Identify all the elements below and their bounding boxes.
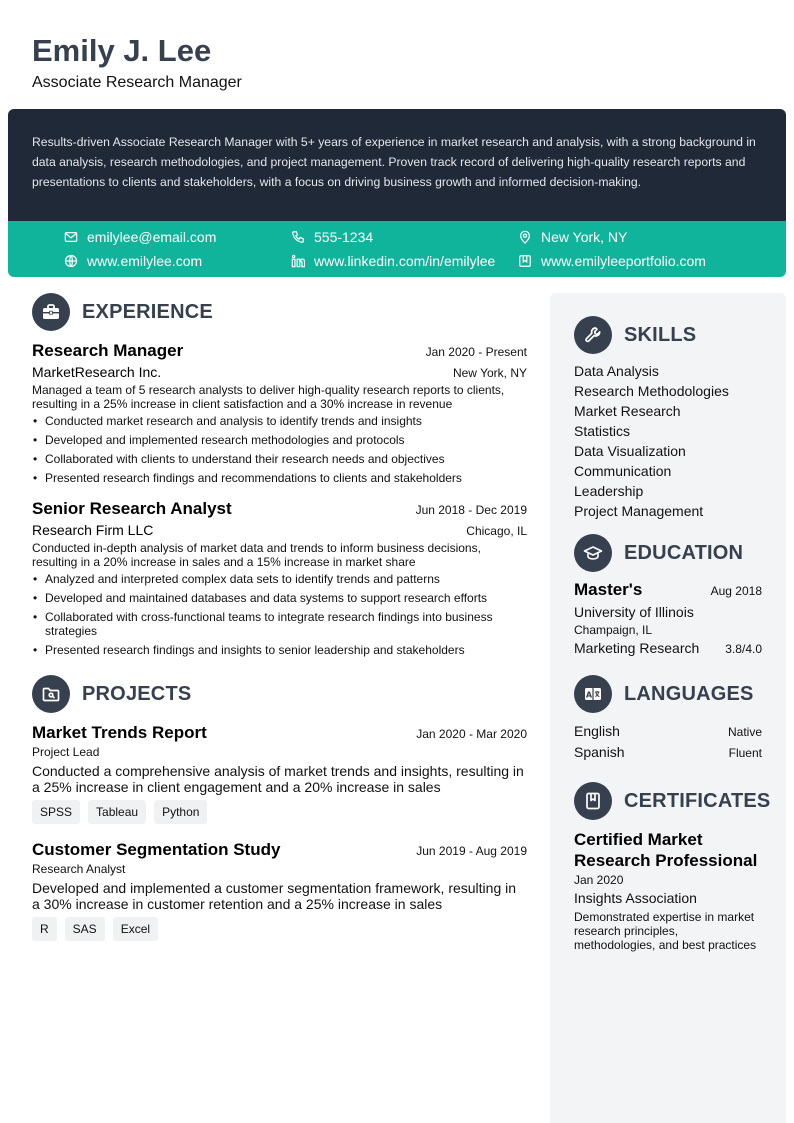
contact-portfolio[interactable] (518, 251, 706, 271)
job-description: Conducted in-depth analysis of market data and trends to inform business decisions, resulting in a 20% increase in sales and a 15% increase in market share (32, 541, 481, 569)
project-dates: Jun 2019 - Aug 2019 (416, 844, 527, 858)
projects-heading (32, 675, 527, 713)
job-entry (32, 499, 527, 657)
project-entry (32, 840, 527, 941)
section-title: CERTIFICATES (624, 789, 771, 812)
phone-icon (291, 230, 305, 244)
languages-heading (574, 675, 762, 713)
translate-icon (574, 675, 612, 713)
candidate-title: Associate Research Manager (32, 74, 242, 91)
bookmark-icon (574, 782, 612, 820)
skills-heading (574, 316, 762, 354)
job-bullets (32, 414, 527, 485)
contact-website[interactable] (64, 251, 202, 271)
tag-badge: Tableau (88, 800, 146, 824)
experience-heading (32, 293, 527, 331)
list-item: • Developed and implemented research methodologies and protocols (32, 433, 527, 447)
language-name: Spanish (574, 744, 625, 760)
website-text: www.emilylee.com (87, 253, 203, 269)
contact-linkedin[interactable] (291, 251, 495, 271)
list-item: • Conducted market research and analysis to identify trends and insights (32, 414, 527, 428)
language-item (574, 721, 762, 742)
skills-list (574, 361, 762, 521)
tag-badge: SAS (65, 917, 105, 941)
wrench-icon (574, 316, 612, 354)
tag-badge: R (32, 917, 57, 941)
section-title: EXPERIENCE (82, 300, 213, 323)
mail-icon (64, 230, 78, 244)
list-item: • Developed and maintained databases and data systems to support research efforts (32, 591, 527, 605)
language-level: Native (727, 725, 762, 739)
section-title: LANGUAGES (624, 682, 754, 705)
portfolio-icon (518, 254, 532, 268)
candidate-name: Emily J. Lee (32, 33, 212, 68)
project-title: Customer Segmentation Study (32, 840, 281, 859)
education-entry (574, 580, 762, 656)
certificate-issuer: Insights Association (574, 890, 697, 906)
job-location: New York, NY (452, 366, 527, 380)
contact-phone[interactable] (291, 227, 373, 247)
school: University of Illinois (574, 604, 694, 620)
project-tags (32, 800, 527, 824)
gpa: 3.8/4.0 (725, 642, 762, 656)
project-role: Research Analyst (32, 862, 126, 876)
certificates-heading (574, 782, 771, 820)
field-of-study: Marketing Research (574, 640, 700, 656)
contact-bar (8, 221, 786, 277)
summary-panel (8, 109, 786, 221)
skill-item: Project Management (574, 503, 704, 519)
folder-icon (32, 675, 70, 713)
job-dates: Jun 2018 - Dec 2019 (415, 503, 527, 517)
job-bullets (32, 572, 527, 657)
certificate-description: Demonstrated expertise in market research principles, methodologies, and best practices (574, 910, 757, 952)
certificate-title: Certified Market Research Professional (574, 830, 758, 870)
job-location: Chicago, IL (466, 524, 527, 538)
globe-icon (64, 254, 78, 268)
project-tags (32, 917, 527, 941)
language-name: English (574, 723, 620, 739)
tag-badge: Excel (113, 917, 158, 941)
skill-item: Data Visualization (574, 443, 686, 459)
education-heading (574, 534, 762, 572)
tag-badge: Python (154, 800, 207, 824)
linkedin-text: www.linkedin.com/in/emilylee (314, 253, 496, 269)
job-title: Senior Research Analyst (32, 499, 232, 518)
job-description: Managed a team of 5 research analysts to deliver high-quality research reports to clients, resulting in a 25% increase in client satisfaction and a 30% increase in revenue (32, 383, 505, 411)
job-dates: Jan 2020 - Present (425, 345, 527, 359)
list-item: • Analyzed and interpreted complex data sets to identify trends and patterns (32, 572, 527, 586)
contact-email[interactable] (64, 227, 216, 247)
project-entry (32, 723, 527, 824)
skill-item: Research Methodologies (574, 383, 729, 399)
job-entry (32, 341, 527, 485)
project-description: Developed and implemented a customer segmentation framework, resulting in a 30% increase in customer retention and a 25% increase in sales (32, 880, 517, 912)
skill-item: Leadership (574, 483, 644, 499)
list-item: • Presented research findings and recommendations to clients and stakeholders (32, 471, 527, 485)
linkedin-icon (291, 254, 305, 268)
svg-text:A: A (585, 690, 593, 700)
skill-item: Statistics (574, 423, 631, 439)
section-title: PROJECTS (82, 682, 192, 705)
briefcase-icon (32, 293, 70, 331)
certificate-entry (574, 829, 762, 952)
resume-header (32, 32, 762, 92)
education-date: Aug 2018 (710, 584, 762, 598)
certificate-date: Jan 2020 (574, 873, 624, 887)
job-company: MarketResearch Inc. (32, 364, 162, 380)
project-dates: Jan 2020 - Mar 2020 (416, 727, 527, 741)
list-item: • Collaborated with cross-functional teams to integrate research findings into business strategies (32, 610, 527, 638)
summary-text: Results-driven Associate Research Manager with 5+ years of experience in market research and analysis, with a strong background in data analysis, research methodologies, and project management. Proven track record of delivering high-quality research reports and presentations to clients and stakeholders, with a focus on driving business growth and informed decision-making. (32, 135, 756, 189)
email-text: emilylee@email.com (87, 229, 217, 245)
skill-item: Data Analysis (574, 363, 659, 379)
project-title: Market Trends Report (32, 723, 207, 742)
skill-item: Communication (574, 463, 672, 479)
portfolio-text: www.emilyleeportfolio.com (541, 253, 706, 269)
language-level: Fluent (728, 746, 762, 760)
section-title: SKILLS (624, 323, 697, 346)
main-column (32, 293, 527, 941)
list-item: • Collaborated with clients to understand their research needs and objectives (32, 452, 527, 466)
sidebar (550, 293, 786, 1123)
location-text: New York, NY (541, 229, 628, 245)
project-role: Project Lead (32, 745, 100, 759)
degree: Master's (574, 580, 643, 599)
job-title: Research Manager (32, 341, 184, 360)
project-description: Conducted a comprehensive analysis of market trends and insights, resulting in a 25% increase in client engagement and a 20% increase in sales (32, 763, 524, 795)
list-item: • Presented research findings and insights to senior leadership and stakeholders (32, 643, 527, 657)
skill-item: Market Research (574, 403, 681, 419)
graduation-cap-icon (574, 534, 612, 572)
section-title: EDUCATION (624, 541, 744, 564)
phone-text: 555-1234 (314, 229, 374, 245)
language-item (574, 742, 762, 763)
languages-list (574, 721, 762, 763)
contact-location (518, 227, 627, 247)
tag-badge: SPSS (32, 800, 80, 824)
school-location: Champaign, IL (574, 623, 653, 637)
map-pin-icon (518, 230, 532, 244)
job-company: Research Firm LLC (32, 522, 154, 538)
